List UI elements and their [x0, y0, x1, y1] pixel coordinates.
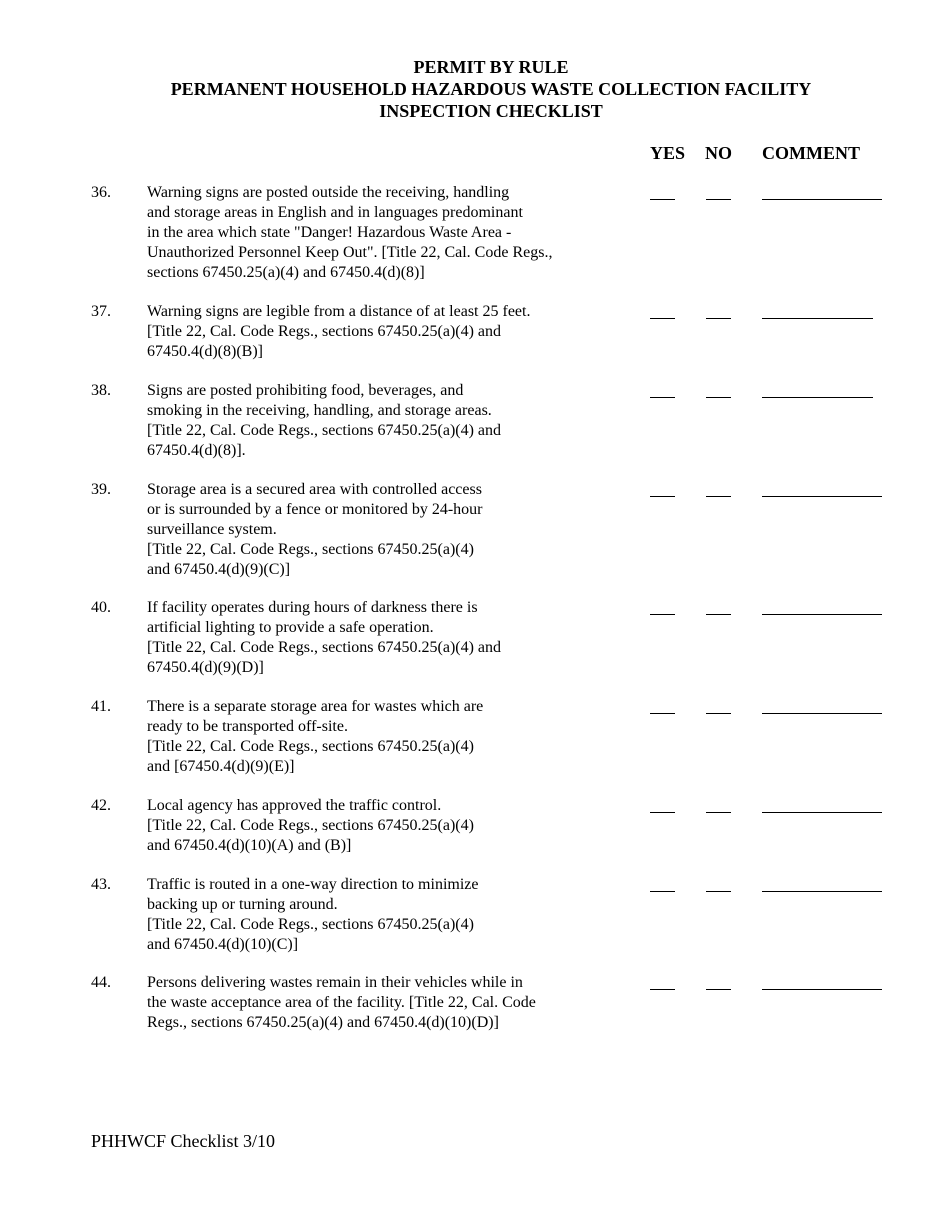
- item-number: 36.: [91, 184, 111, 201]
- comment-blank[interactable]: [762, 713, 882, 714]
- item-text-line: Warning signs are posted outside the receiving, handling: [147, 184, 510, 201]
- item-text: [147, 598, 617, 678]
- no-answer-blank[interactable]: [706, 812, 731, 813]
- item-text: [147, 480, 617, 580]
- item-text-line: Persons delivering wastes remain in their vehicles while in: [147, 974, 523, 991]
- item-text-line: [Title 22, Cal. Code Regs., sections 67450.25(a)(4): [147, 916, 474, 933]
- item-text-line: and 67450.4(d)(10)(A) and (B)]: [147, 837, 352, 854]
- item-text-line: sections 67450.25(a)(4) and 67450.4(d)(8)]: [147, 264, 425, 281]
- yes-answer-blank[interactable]: [650, 614, 675, 615]
- comment-blank[interactable]: [762, 812, 882, 813]
- item-text-line: the waste acceptance area of the facility. [Title 22, Cal. Code: [147, 994, 536, 1011]
- item-number: 42.: [91, 797, 111, 814]
- comment-blank[interactable]: [762, 397, 873, 398]
- comment-blank[interactable]: [762, 496, 882, 497]
- no-answer-blank[interactable]: [706, 713, 731, 714]
- item-text-line: There is a separate storage area for wastes which are: [147, 698, 484, 715]
- item-text-line: ready to be transported off-site.: [147, 718, 348, 735]
- item-text-line: in the area which state "Danger! Hazardous Waste Area -: [147, 224, 512, 241]
- item-text-line: Warning signs are legible from a distance of at least 25 feet.: [147, 303, 531, 320]
- item-text-line: surveillance system.: [147, 521, 277, 538]
- item-number: 43.: [91, 876, 111, 893]
- column-header-comment: COMMENT: [762, 143, 860, 163]
- title-line-permit: PERMIT BY RULE: [413, 57, 569, 77]
- yes-answer-blank[interactable]: [650, 812, 675, 813]
- no-answer-blank[interactable]: [706, 989, 731, 990]
- item-number: 37.: [91, 303, 111, 320]
- item-number: 40.: [91, 599, 111, 616]
- document-title: [0, 56, 950, 122]
- item-text-line: and 67450.4(d)(10)(C)]: [147, 936, 299, 953]
- no-answer-blank[interactable]: [706, 891, 731, 892]
- item-text-line: Local agency has approved the traffic control.: [147, 797, 442, 814]
- yes-answer-blank[interactable]: [650, 318, 675, 319]
- title-line-checklist: INSPECTION CHECKLIST: [379, 101, 603, 121]
- item-number: 41.: [91, 698, 111, 715]
- column-header-no: NO: [705, 143, 732, 163]
- item-text-line: [Title 22, Cal. Code Regs., sections 67450.25(a)(4): [147, 541, 474, 558]
- yes-answer-blank[interactable]: [650, 397, 675, 398]
- item-text-line: smoking in the receiving, handling, and storage areas.: [147, 402, 492, 419]
- item-text-line: Regs., sections 67450.25(a)(4) and 67450.4(d)(10)(D)]: [147, 1014, 499, 1031]
- item-text-line: If facility operates during hours of darkness there is: [147, 599, 478, 616]
- item-text-line: 67450.4(d)(8)].: [147, 442, 246, 459]
- item-text-line: [Title 22, Cal. Code Regs., sections 67450.25(a)(4) and: [147, 639, 502, 656]
- item-text-line: artificial lighting to provide a safe operation.: [147, 619, 434, 636]
- item-text-line: 67450.4(d)(9)(D)]: [147, 659, 264, 676]
- item-text: [147, 796, 617, 856]
- item-text-line: Signs are posted prohibiting food, beverages, and: [147, 382, 464, 399]
- no-answer-blank[interactable]: [706, 397, 731, 398]
- item-text-line: [Title 22, Cal. Code Regs., sections 67450.25(a)(4): [147, 738, 474, 755]
- item-text-line: [Title 22, Cal. Code Regs., sections 67450.25(a)(4) and: [147, 323, 502, 340]
- comment-blank[interactable]: [762, 989, 882, 990]
- comment-blank[interactable]: [762, 199, 882, 200]
- item-text-line: Storage area is a secured area with controlled access: [147, 481, 482, 498]
- item-text: [147, 302, 617, 362]
- item-number: 38.: [91, 382, 111, 399]
- page-footer: PHHWCF Checklist 3/10: [91, 1131, 276, 1151]
- no-answer-blank[interactable]: [706, 614, 731, 615]
- item-text: [147, 381, 617, 461]
- yes-answer-blank[interactable]: [650, 713, 675, 714]
- item-text-line: and 67450.4(d)(9)(C)]: [147, 561, 291, 578]
- title-line-facility: PERMANENT HOUSEHOLD HAZARDOUS WASTE COLLECTION FACILITY: [170, 79, 812, 99]
- item-text-line: [Title 22, Cal. Code Regs., sections 67450.25(a)(4): [147, 817, 474, 834]
- item-number: 39.: [91, 481, 111, 498]
- yes-answer-blank[interactable]: [650, 989, 675, 990]
- item-text-line: and [67450.4(d)(9)(E)]: [147, 758, 295, 775]
- item-text-line: backing up or turning around.: [147, 896, 338, 913]
- item-text-line: or is surrounded by a fence or monitored by 24-hour: [147, 501, 483, 518]
- item-number: 44.: [91, 974, 111, 991]
- item-text-line: Unauthorized Personnel Keep Out". [Title 22, Cal. Code Regs.,: [147, 244, 553, 261]
- item-text: [147, 697, 617, 777]
- item-text: [147, 875, 617, 955]
- item-text-line: and storage areas in English and in languages predominant: [147, 204, 523, 221]
- item-text: [147, 183, 617, 283]
- item-text-line: [Title 22, Cal. Code Regs., sections 67450.25(a)(4) and: [147, 422, 502, 439]
- comment-blank[interactable]: [762, 891, 882, 892]
- no-answer-blank[interactable]: [706, 318, 731, 319]
- no-answer-blank[interactable]: [706, 199, 731, 200]
- column-header-yes: YES: [650, 143, 686, 163]
- item-text-line: Traffic is routed in a one-way direction to minimize: [147, 876, 479, 893]
- no-answer-blank[interactable]: [706, 496, 731, 497]
- yes-answer-blank[interactable]: [650, 199, 675, 200]
- yes-answer-blank[interactable]: [650, 496, 675, 497]
- comment-blank[interactable]: [762, 318, 873, 319]
- comment-blank[interactable]: [762, 614, 882, 615]
- item-text-line: 67450.4(d)(8)(B)]: [147, 343, 263, 360]
- item-text: [147, 973, 617, 1033]
- yes-answer-blank[interactable]: [650, 891, 675, 892]
